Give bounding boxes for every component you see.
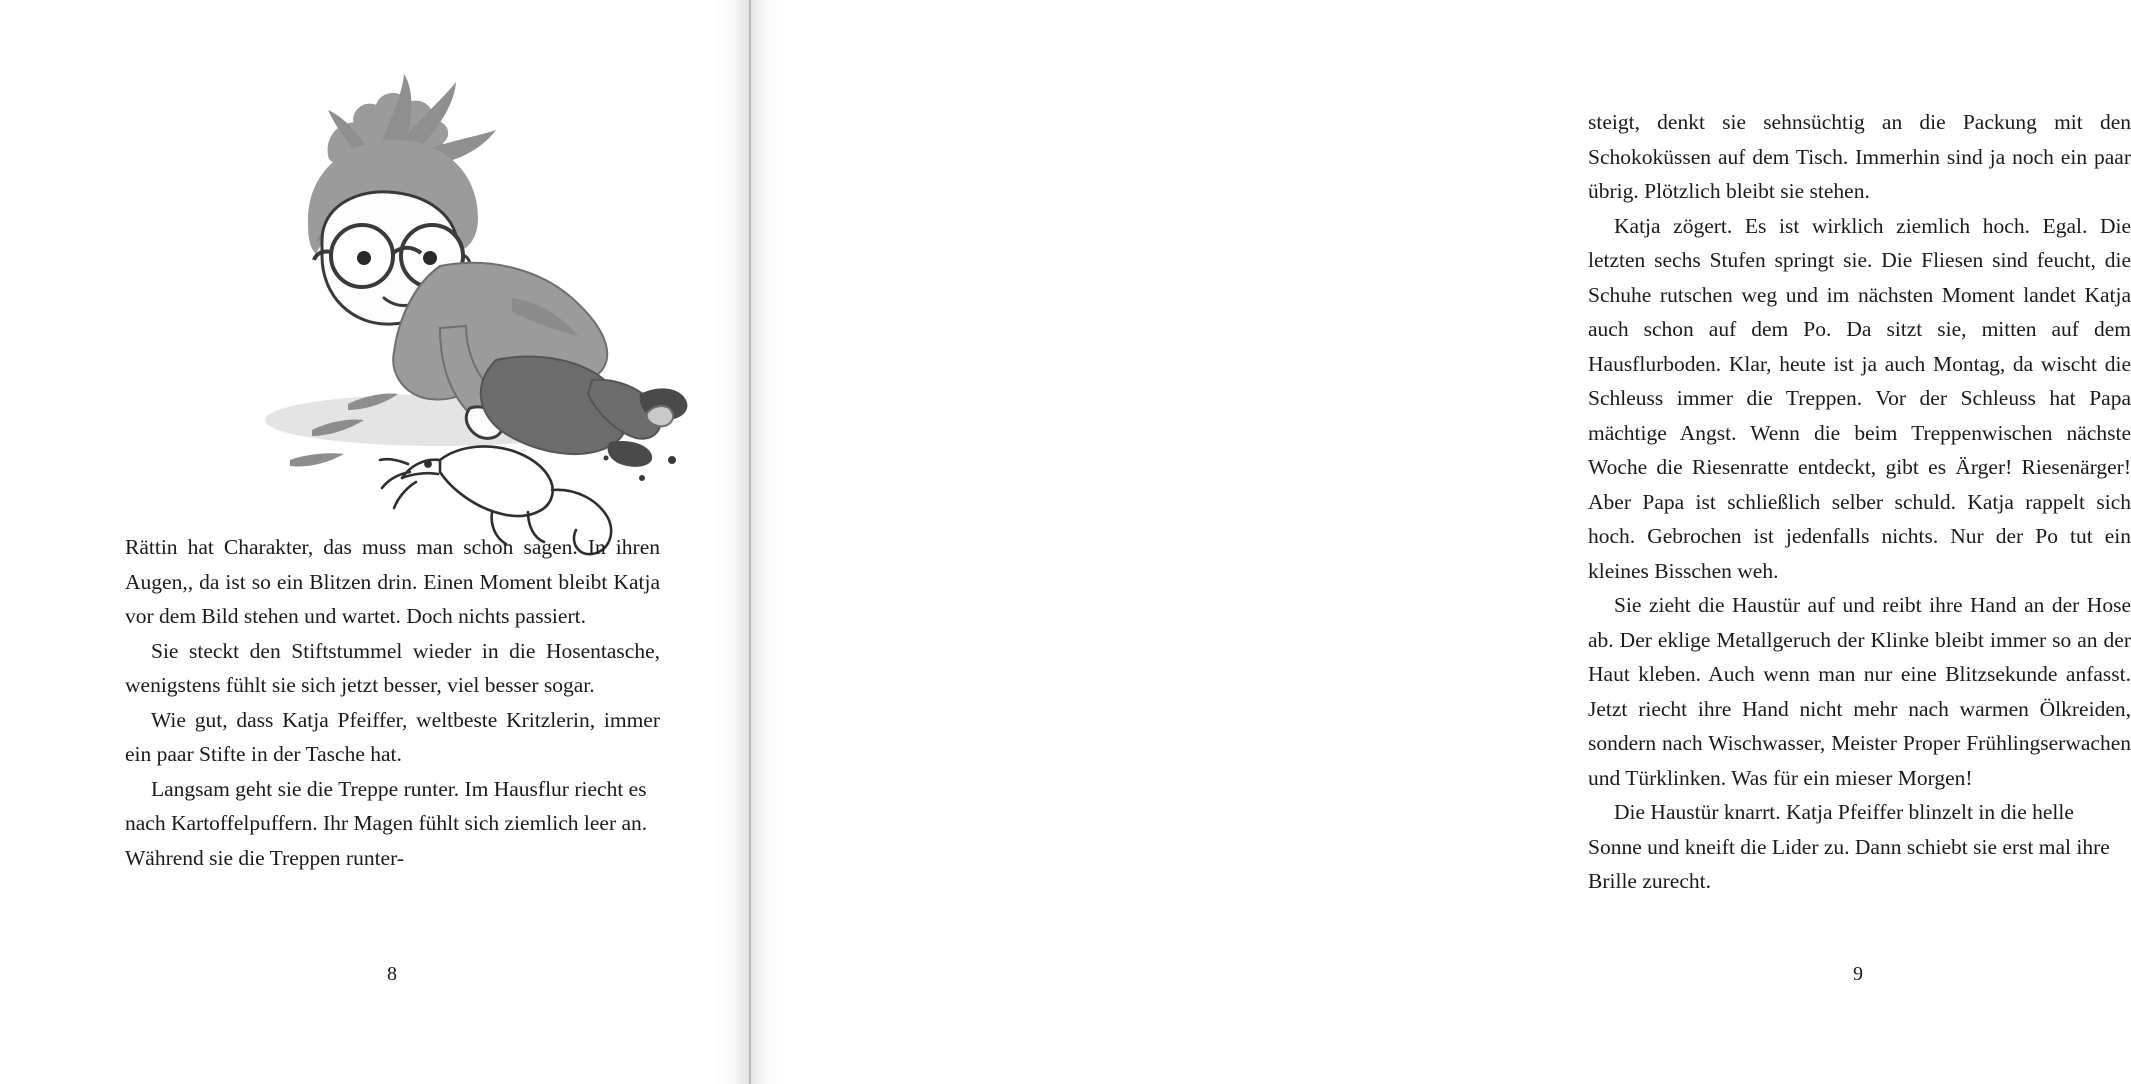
right-page-body-text <box>1588 105 2131 899</box>
paragraph: Sie steckt den Stiftstummel wieder in die Hosentasche, wenigstens fühlt sie sich jetzt besser, viel besser sogar. <box>125 638 660 697</box>
paragraph: Wie gut, dass Katja Pfeiffer, weltbeste Kritzlerin, immer ein paar Stifte in der Tasche hat. <box>125 707 660 766</box>
page-number-left: 8 <box>387 963 397 985</box>
paragraph: steigt, denkt sie sehnsüchtig an die Packung mit den Schokoküssen auf dem Tisch. Immerhin sind ja noch ein paar übrig. Plötzlich bleibt sie stehen. <box>1588 110 2131 203</box>
paragraph: Sie zieht die Haustür auf und reibt ihre Hand an der Hose ab. Der eklige Metallgeruch der Klinke bleibt immer so an der Haut kleben. Auch wenn man nur eine Blitzsekunde anfasst. Jetzt riecht ihre Hand nicht mehr nach warmen Ölkreiden, sondern nach Wischwasser, Meister Proper Frühlingserwachen und Türklinken. Was für ein mieser Morgen! <box>1588 593 2131 790</box>
paragraph: Katja zögert. Es ist wirklich ziemlich hoch. Egal. Die letzten sechs Stufen springt sie. Die Fliesen sind feucht, die Schuhe rutschen weg und im nächsten Moment landet Katja auch schon auf dem Po. Da sitzt sie, mitten auf dem Hausflurboden. Klar, heute ist ja auch Montag, da wischt die Schleuss immer die Treppen. Vor der Schleuss hat Papa mächtige Angst. Wenn die beim Treppenwischen nächste Woche die Riesenratte entdeckt, gibt es Ärger! Riesenärger! Aber Papa ist schließlich selber schuld. Katja rappelt sich hoch. Gebrochen ist jedenfalls nichts. Nur der Po tut ein kleines Bisschen weh. <box>1588 213 2131 583</box>
chapter-illustration <box>140 60 700 510</box>
left-page <box>0 0 750 1084</box>
page-number-right: 9 <box>1853 963 1863 985</box>
left-page-body-text <box>125 530 660 875</box>
paragraph: Die Haustür knarrt. Katja Pfeiffer blinzelt in die helle Sonne und kneift die Lider zu. Dann schiebt sie erst mal ihre Brille zurecht. <box>1588 800 2110 893</box>
paragraph: Langsam geht sie die Treppe runter. Im Hausflur riecht es nach Kartoffelpuffern. Ihr Magen fühlt sich ziemlich leer an. Während sie die Treppen runter- <box>125 776 648 870</box>
paragraph: Rättin hat Charakter, das muss man schon sagen. In ihren Augen,, da ist so ein Blitzen drin. Einen Moment bleibt Katja vor dem Bild stehen und wartet. Doch nichts passiert. <box>125 535 660 628</box>
right-page <box>750 0 2131 1084</box>
